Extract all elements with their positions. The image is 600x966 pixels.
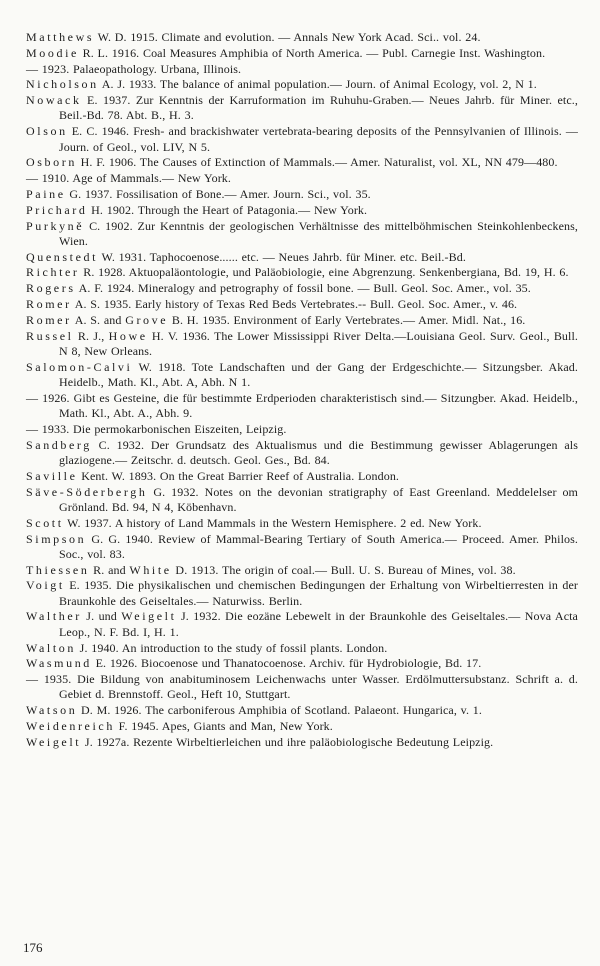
entry-text: A. S. and (71, 312, 126, 327)
entry-text: G. 1937. Fossilisation of Bone.— Amer. Journ. Sci., vol. 35. (65, 186, 371, 201)
author-name: Walton (26, 640, 76, 655)
bibliography-entry (26, 203, 578, 218)
entry-text: R. L. 1916. Coal Measures Amphibia of North America. — Publ. Carnegie Inst. Washington. (78, 45, 546, 60)
bibliography-entry (26, 171, 578, 186)
entry-text: A. J. 1933. The balance of animal population.— Journ. of Animal Ecology, vol. 2, N 1. (98, 77, 537, 92)
entry-text: J. 1940. An introduction to the study of fossil plants. London. (75, 640, 388, 655)
entry-text: — 1926. Gibt es Gesteine, die für bestimmte Erdperioden charakteristisch sind.— Sitzungber. Akad. Heidelb., Math. Kl., Abt. A., Abh. 9. (26, 390, 578, 421)
author-name: Prichard (26, 202, 88, 217)
entry-text: — 1910. Age of Mammals.— New York. (26, 171, 231, 186)
entry-text: A. S. 1935. Early history of Texas Red Beds Vertebrates.-- Bull. Geol. Soc. Amer., v. 46. (71, 297, 518, 312)
author-name: Thiessen (26, 562, 90, 577)
bibliography-entry (26, 155, 578, 170)
entry-text: A. F. 1924. Mineralogy and petrography of fossil bone. — Bull. Geol. Soc. Amer., vol. 35. (75, 281, 531, 296)
bibliography-entry (26, 281, 578, 296)
entry-text: — 1935. Die Bildung von anabituminosem Leichenwachs unter Wasser. Erdölmuttersubstanz. Schrift a. d. Gebiet d. Brennstoff. Geol., Heft 10, Stuttgart. (26, 672, 578, 702)
author-name: Weigelt (121, 609, 177, 624)
bibliography-entry (26, 250, 578, 265)
author-name: Weigelt (26, 734, 82, 749)
bibliography-entry (26, 77, 578, 92)
entry-text: F. 1945. Apes, Giants and Man, New York. (114, 719, 333, 734)
entry-text: E. 1935. Die physikalischen und chemischen Bedingungen der Erhaltung von Wirbeltierresten in der Braunkohle des Geiseltales.— Naturwiss. Berlin. (59, 578, 578, 608)
bibliography-entry (26, 672, 578, 703)
author-name: Nicholson (26, 77, 99, 92)
bibliography-entry (26, 329, 578, 360)
entry-text: R. 1928. Aktuopaläontologie, und Paläobiologie, eine Abgrenzung. Senkenbergiana, Bd. 19, H. 6. (79, 265, 569, 280)
entry-text: R. and (89, 562, 130, 577)
entry-text: R. J., (73, 328, 109, 343)
author-name: Säve-Söderbergh (26, 484, 148, 499)
bibliography-entry (26, 360, 578, 391)
bibliography-entry (26, 93, 578, 124)
entry-text: B. H. 1935. Environment of Early Vertebrates.— Amer. Midl. Nat., 16. (168, 312, 526, 327)
entry-text: J. 1932. Die eozäne Lebewelt in der Braunkohle des Geiseltales.— Nova Acta Leop., N. F. Bd. I, H. 1. (59, 609, 578, 639)
bibliography-entry (26, 485, 578, 516)
bibliography-entry (26, 532, 578, 563)
entry-text: D. M. 1926. The carboniferous Amphibia of Scotland. Palaeont. Hungarica, v. 1. (77, 703, 482, 718)
entry-text: — 1923. Palaeopathology. Urbana, Illinois. (26, 61, 242, 76)
author-name: Watson (26, 703, 78, 718)
author-name: Romer (26, 297, 72, 312)
entry-text: H. V. 1936. The Lower Mississippi River Delta.—Louisiana Geol. Surv. Geol., Bull. N 8, New Orleans. (59, 328, 578, 358)
bibliography-entry (26, 469, 578, 484)
bibliography-entry (26, 656, 578, 671)
bibliography-entry (26, 422, 578, 437)
bibliography-entry (26, 516, 578, 531)
bibliography-entry (26, 703, 578, 718)
entry-text: Kent. W. 1893. On the Great Barrier Reef of Australia. London. (77, 468, 400, 483)
entry-text: C. 1902. Zur Kenntnis der geologischen Verhältnisse des mittelböhmischen Steinkohlenbeckens, Wien. (59, 218, 578, 248)
entry-text: D. 1913. The origin of coal.— Bull. U. S. Bureau of Mines, vol. 38. (171, 562, 516, 577)
entry-text: — 1933. Die permokarbonischen Eiszeiten, Leipzig. (26, 421, 287, 436)
author-name: Osborn (26, 155, 77, 170)
entry-text: H. F. 1906. The Causes of Extinction of Mammals.— Amer. Naturalist, vol. XL, NN 479—480. (76, 155, 558, 170)
entry-text: G. 1932. Notes on the devonian stratigraphy of East Greenland. Meddelelser om Grönland. Bd. 94, N 4, Köbenhavn. (59, 484, 578, 514)
entry-text: H. 1902. Through the Heart of Patagonia.— New York. (87, 202, 368, 217)
author-name: Walther (26, 609, 82, 624)
author-name: Weidenreich (26, 719, 115, 734)
author-name: Salomon-Calvi (26, 359, 133, 374)
entry-text: W. 1937. A history of Land Mammals in the Western Hemisphere. 2 ed. New York. (63, 515, 482, 530)
entry-text: J. und (81, 609, 122, 624)
bibliography-entry (26, 219, 578, 250)
author-name: Richter (26, 265, 80, 280)
entry-text: E. 1926. Biocoenose und Thanatocoenose. Archiv. für Hydrobiologie, Bd. 17. (91, 656, 482, 671)
bibliography-entry (26, 719, 578, 734)
bibliography-list (26, 30, 578, 750)
author-name: Scott (26, 515, 64, 530)
author-name: Paine (26, 186, 66, 201)
bibliography-entry (26, 735, 578, 750)
entry-text: E. 1937. Zur Kenntnis der Karruformation im Ruhuhu-Graben.— Neues Jahrb. für Miner. etc., Beil.-Bd. 78. Abt. B., H. 3. (59, 93, 578, 123)
author-name: Voigt (26, 578, 65, 593)
author-name: Romer (26, 312, 72, 327)
author-name: Wasmund (26, 656, 92, 671)
bibliography-entry (26, 265, 578, 280)
bibliography-entry (26, 313, 578, 328)
author-name: Rogers (26, 281, 76, 296)
bibliography-entry (26, 391, 578, 422)
author-name: Howe (108, 328, 148, 343)
bibliography-entry (26, 563, 578, 578)
bibliography-entry (26, 124, 578, 155)
author-name: Matthews (26, 30, 95, 44)
author-name: White (129, 562, 172, 577)
author-name: Sandberg (26, 437, 92, 452)
bibliography-entry (26, 297, 578, 312)
entry-text: J. 1927a. Rezente Wirbeltierleichen und ihre paläobiologische Bedeutung Leipzig. (81, 734, 494, 749)
author-name: Grove (125, 312, 169, 327)
author-name: Nowack (26, 93, 82, 108)
author-name: Olson (26, 124, 68, 139)
author-name: Purkyně (26, 218, 85, 233)
author-name: Saville (26, 468, 78, 483)
entry-text: W. 1931. Taphocoenose...... etc. — Neues Jahrb. für Miner. etc. Beil.-Bd. (98, 249, 466, 264)
bibliography-entry (26, 609, 578, 640)
bibliography-entry (26, 187, 578, 202)
author-name: Simpson (26, 531, 87, 546)
author-name: Russel (26, 328, 74, 343)
bibliography-entry (26, 578, 578, 609)
author-name: Quenstedt (26, 249, 99, 264)
author-name: Moodie (26, 45, 79, 60)
page-number: 176 (23, 940, 43, 955)
bibliography-entry (26, 438, 578, 469)
bibliography-entry (26, 46, 578, 61)
bibliography-entry (26, 62, 578, 77)
entry-text: E. C. 1946. Fresh- and brackishwater vertebrata-bearing deposits of the Pennsylvanien of Illinois. — Journ. of Geol., vol. LIV, N 5. (59, 124, 578, 154)
bibliography-entry (26, 641, 578, 656)
entry-text: W. D. 1915. Climate and evolution. — Annals New York Acad. Sci.. vol. 24. (94, 30, 481, 44)
entry-text: C. 1932. Der Grundsatz des Aktualismus und die Bestimmung gewisser Ablagerungen als glaziogene.— Zeitschr. d. deutsch. Geol. Ges., Bd. 84. (59, 437, 578, 468)
entry-text: W. 1918. Tote Landschaften und der Gang der Erdgeschichte.— Sitzungsber. Akad. Heidelb., Math. Kl., Abt. A, Abh. N 1. (59, 359, 578, 390)
entry-text: G. G. 1940. Review of Mammal-Bearing Tertiary of South America.— Proceed. Amer. Philos. Soc., vol. 83. (59, 531, 578, 561)
bibliography-entry (26, 30, 578, 45)
